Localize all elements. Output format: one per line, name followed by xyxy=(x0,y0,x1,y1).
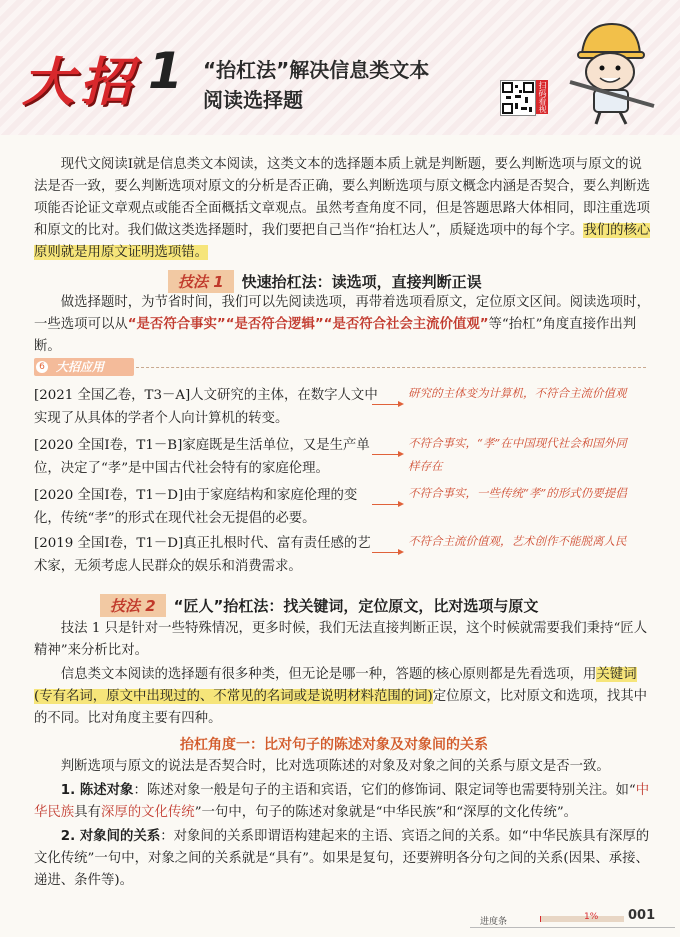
qr-label: 扫码看视频 xyxy=(527,81,547,113)
example-1-text: [2021 全国乙卷，T3－A]人文研究的主体，在数字人文中实现了从具体的学者个人向计算机的转变。 xyxy=(34,388,378,426)
arrow-icon xyxy=(372,504,402,505)
dazhao-badge: 大招 xyxy=(22,53,139,113)
angle1-example-verb: 具有 xyxy=(74,805,101,820)
technique1-body-post: 等“抬杠”角度直接作出判断。 xyxy=(34,317,637,354)
angle1-example-subject: 中华民族 xyxy=(34,783,650,820)
intro-text: 现代文阅读Ⅰ就是信息类文本阅读，这类文本的选择题本质上就是判断题，要么判断选项与原文的说法是否一致，要么判断选项对原文的分析是否正确，要么判断选项与原文概念内涵是否契合，要么判断选项能否论证文章观点或能否全面概括文章观点。虽然考查角度不同，但是答题思路大体相同，即注重选项和原文的比对。我们做这类选择题时，我们要把自己当作“抬杠达人”，质疑选项中的每个字。 xyxy=(34,157,650,238)
example-1-note: 研究的主体变为计算机，不符合主流价值观 xyxy=(408,386,627,400)
angle1-item-1-end: ”一句中，句子的陈述对象就是“中华民族”和“深厚的文化传统”。 xyxy=(194,805,578,820)
technique1-badge: 技法 1 xyxy=(168,270,234,293)
arrow-icon xyxy=(372,404,402,405)
technique1-paragraph xyxy=(34,292,654,358)
angle1-item-2 xyxy=(34,826,654,892)
progress-fill xyxy=(540,916,541,922)
example-4-note: 不符合主流价值观，艺术创作不能脱离人民 xyxy=(408,534,627,548)
lightbulb-icon: 6 xyxy=(36,361,48,373)
footer-divider xyxy=(470,927,675,928)
technique2-heading xyxy=(100,594,538,617)
application-tag xyxy=(34,358,134,376)
angle1-paragraph: 判断选项与原文的说法是否契合时，比对选项陈述的对象及对象之间的关系与原文是否一致。 xyxy=(60,759,610,774)
technique1-angle-fact: “是否符合事实” xyxy=(127,317,226,332)
progress-bar xyxy=(540,916,624,922)
technique2-p2-pre: 信息类文本阅读的选择题有很多种类，但无论是哪一种，答题的核心原则都是先看选项，用 xyxy=(60,667,597,682)
technique2-paragraph-1: 技法 1 只是针对一些特殊情况，更多时候，我们无法直接判断正误，这个时候就需要我们秉持“匠人精神”来分析比对。 xyxy=(34,621,648,658)
arrow-icon xyxy=(372,454,402,455)
angle1-item-2-label: 2. 对象间的关系 xyxy=(60,829,161,844)
arrow-icon xyxy=(372,552,402,553)
progress-label: 进度条 xyxy=(480,917,508,927)
angle1-item-1-body: ：陈述对象一般是句子的主语和宾语，它们的修饰词、限定词等也需要特别关注。如“ xyxy=(133,783,636,798)
angle1-item-1 xyxy=(34,780,654,824)
angle1-item-2-body: ：对象间的关系即谓语构建起来的主语、宾语之间的关系。如“中华民族具有深厚的文化传统”一句中，对象之间的关系就是“具有”。如果是复句，还要辨明各分句之间的关系(因果、承接、递进、条件等)。 xyxy=(34,829,650,888)
example-2-note: 不符合事实，“孝”在中国现代社会和国外同样存在 xyxy=(408,436,627,473)
technique2-keyword-highlight: 关键词(专有名词，原文中出现过的、不常见的名词或是说明材料范围的词) xyxy=(34,667,637,704)
angle1-heading: 抬杠角度一：比对句子的陈述对象及对象间的关系 xyxy=(180,737,488,753)
angle1-item-1-label: 1. 陈述对象 xyxy=(60,783,134,798)
example-4-text: [2019 全国Ⅰ卷，T1－D]真正扎根时代、富有责任感的艺术家，无须考虑人民群众的娱乐和消费需求。 xyxy=(34,536,371,574)
example-3-text: [2020 全国Ⅰ卷，T1－D]由于家庭结构和家庭伦理的变化，传统“孝”的形式在现代社会无提倡的必要。 xyxy=(34,488,358,526)
technique1-title: 快速抬杠法：读选项，直接判断正误 xyxy=(241,273,482,291)
technique1-angle-values: “是否符合社会主流价值观” xyxy=(323,317,489,332)
intro-highlight: 我们的核心原则就是用原文证明选项错。 xyxy=(34,223,651,260)
technique1-heading xyxy=(168,270,482,293)
angle1-example-object: 深厚的文化传统 xyxy=(100,805,195,820)
technique1-body-pre: 做选择题时，为节省时间，我们可以先阅读选项，再带着选项看原文，定位原文区间。阅读选项时，一些选项可以从 xyxy=(34,295,650,332)
technique2-badge: 技法 2 xyxy=(100,594,166,617)
page-number: 001 xyxy=(628,908,656,923)
application-tag-label: 大招应用 xyxy=(56,360,105,374)
page-title-line2: 阅读选择题 xyxy=(203,88,303,112)
mascot-icon xyxy=(560,16,660,126)
intro-paragraph xyxy=(34,154,654,264)
dazhao-number: 1 xyxy=(148,42,183,100)
page-title-line1: “抬杠法”解决信息类文本 xyxy=(203,58,430,82)
example-3-note: 不符合事实，一些传统“孝”的形式仍要提倡 xyxy=(408,486,627,500)
technique2-p2-post: 定位原文，比对原文和选项，找其中的不同。比对角度主要有四种。 xyxy=(34,689,648,726)
technique1-angle-logic: “是否符合逻辑” xyxy=(225,317,324,332)
example-2-text: [2020 全国Ⅰ卷，T1－B]家庭既是生活单位，又是生产单位，决定了“孝”是中国古代社会特有的家庭伦理。 xyxy=(34,438,370,476)
progress-percent: 1% xyxy=(584,912,599,922)
divider xyxy=(136,367,646,368)
technique2-title: “匠人”抬杠法：找关键词，定位原文，比对选项与原文 xyxy=(173,597,539,615)
technique2-paragraph-2 xyxy=(34,664,654,730)
